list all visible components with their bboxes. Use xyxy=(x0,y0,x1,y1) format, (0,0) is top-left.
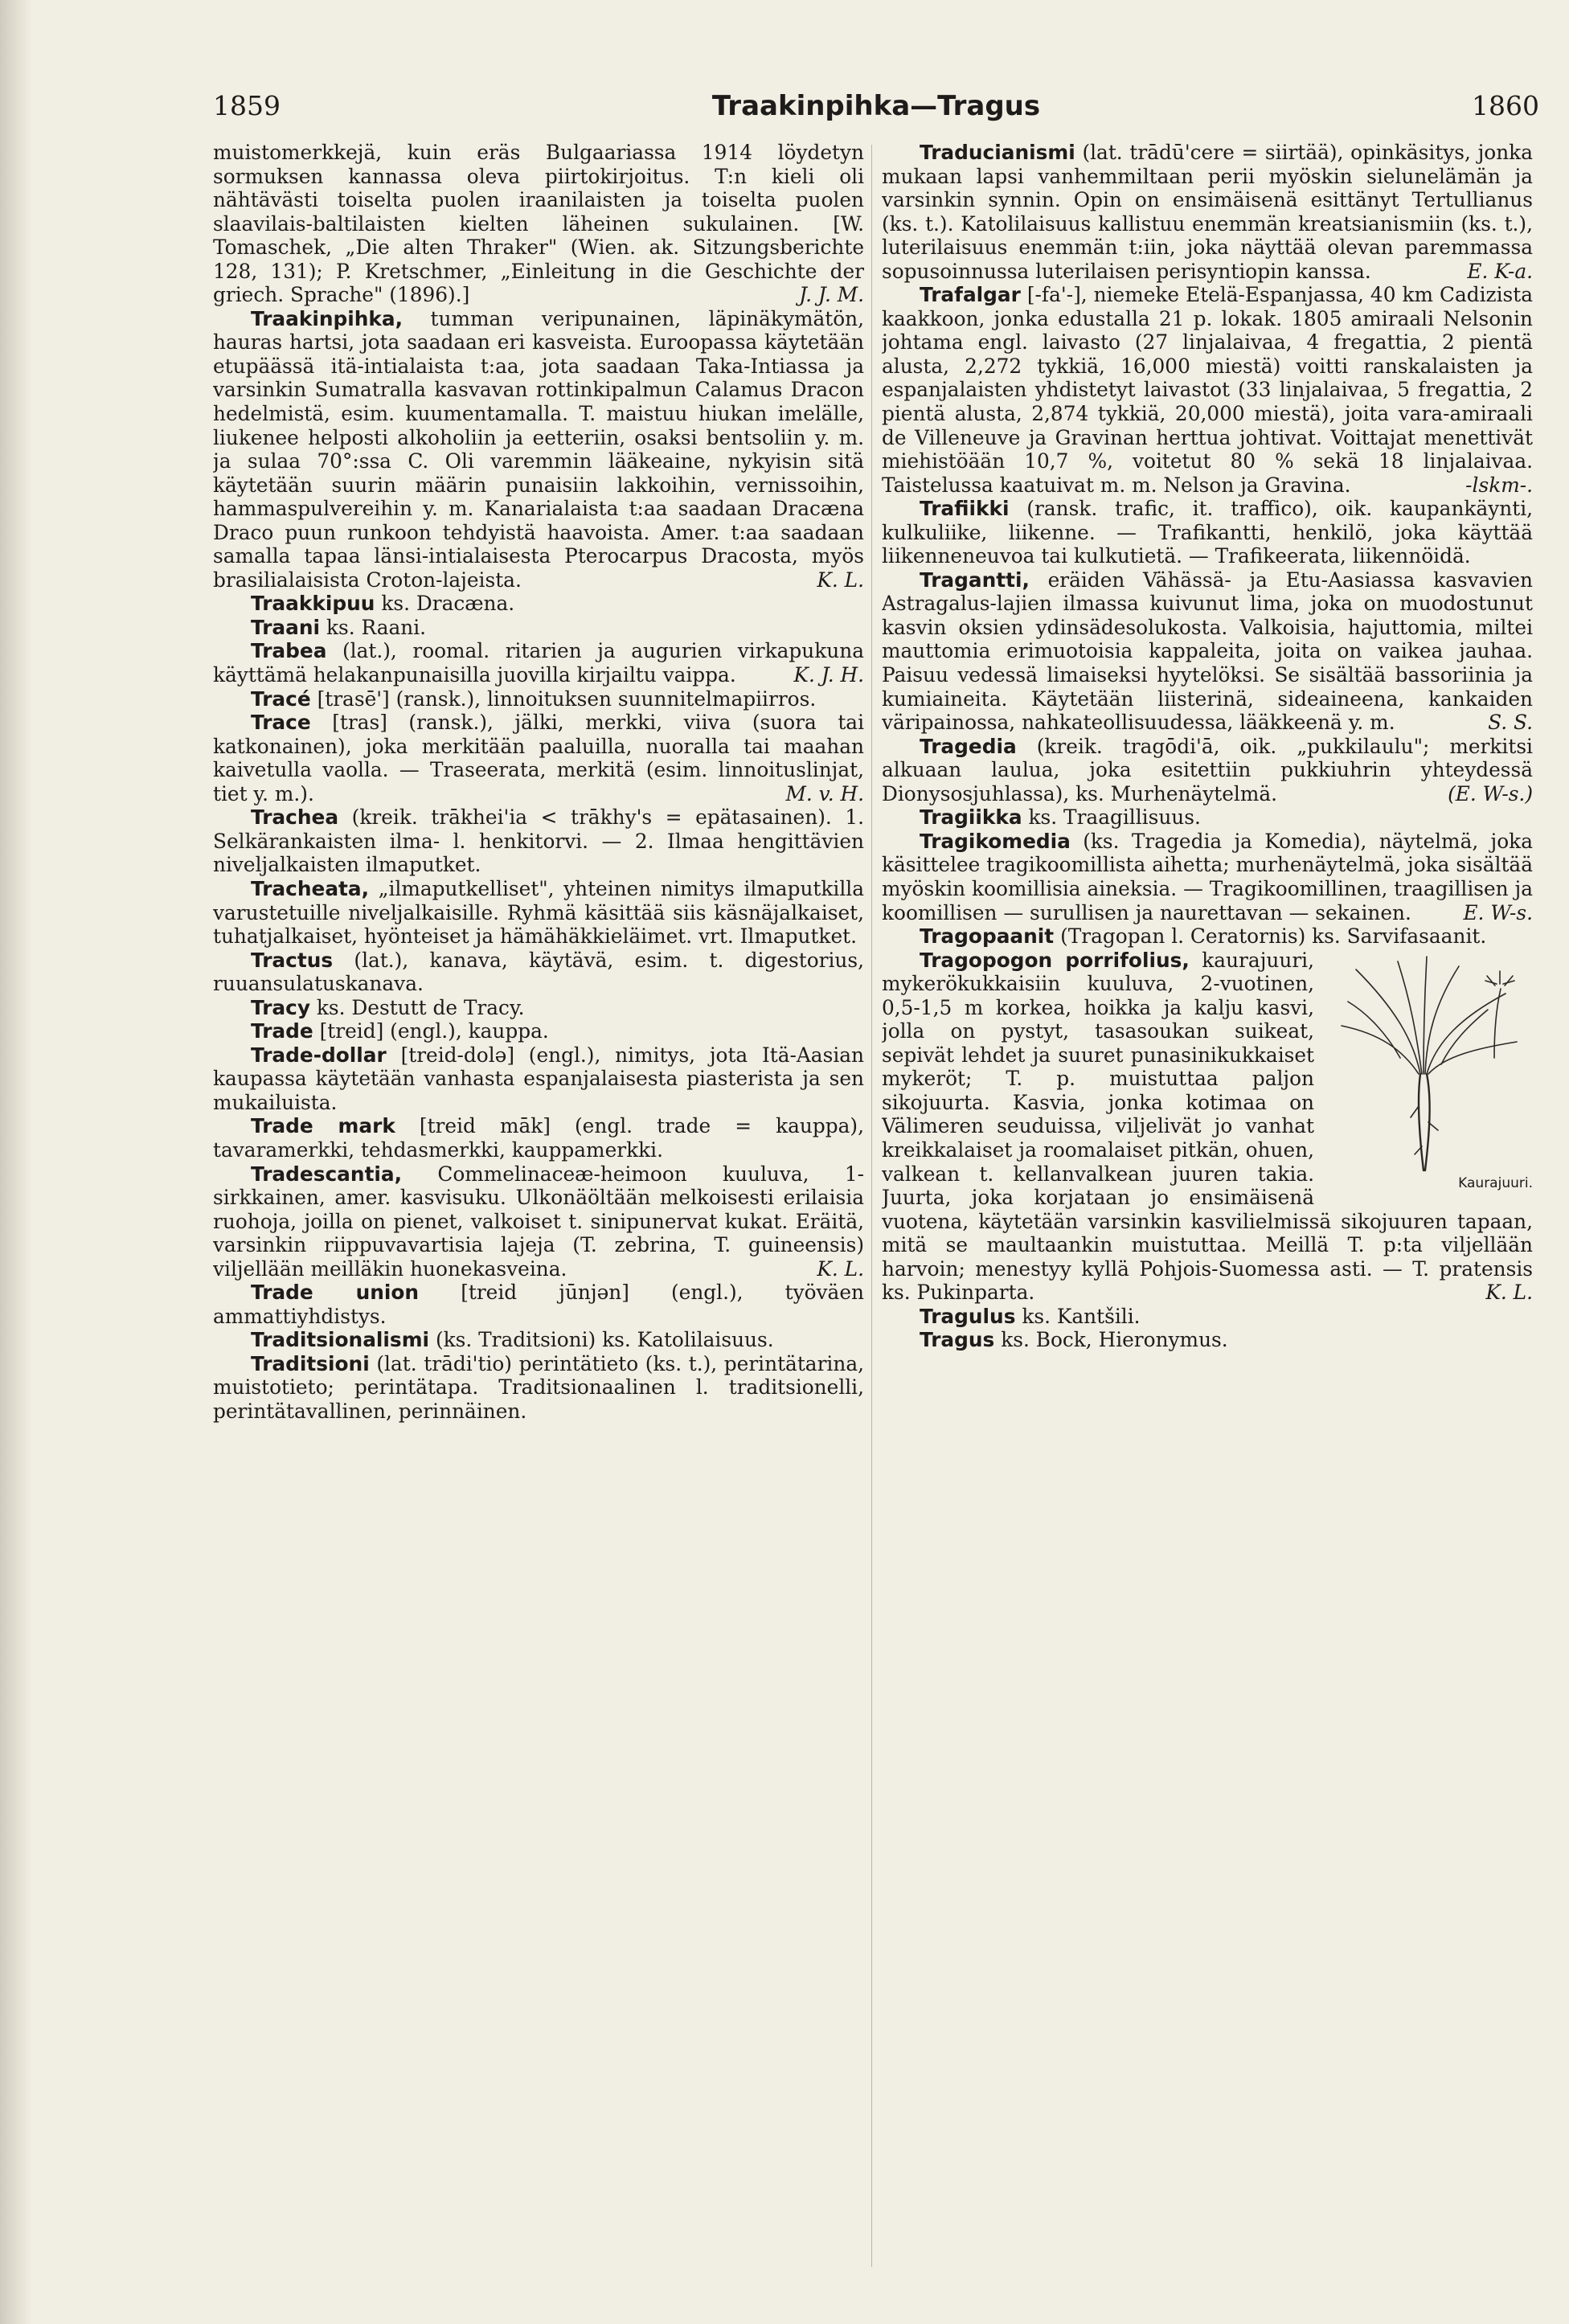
page-number-left: 1859 xyxy=(213,90,281,121)
dictionary-entry xyxy=(882,805,1533,830)
entry-text: (ks. Tragedia ja Komedia), näytelmä, joka käsittelee tragikoomillista aihetta; murhenäytelmä, joka sisältää myöskin koomillisia aineksia. — Tragikoomillinen, traagillisen ja koomillisen — surullisen ja naurettavan — sekainen. xyxy=(882,829,1533,924)
page-number-right: 1860 xyxy=(1472,90,1539,121)
entry-text: kaurajuuri, mykerökukkaisiin kuuluva, 2-vuotinen, 0,5-1,5 m korkea, hoikka ja kalju kasvi, jolla on pystyt, tasasoukan suikeat, sepivät lehdet ja suuret punasinikukkaiset mykeröt; T. p. muistuttaa paljon sikojuurta. Kasvia, jonka kotimaa on Välimeren seuduissa, viljelivät jo vanhat kreikkalaiset ja roomalaiset pitkän, ohuen, valkean t. kellanvalkean juuren takia. Juurta, joka korjataan jo ensimäisenä vuotena, käytetään varsinkin kasvilielmissä sikojuuren tapaan, mitä se maultaankin muistuttaa. Meillä T. p:ta viljellään harvoin; menestyy kyllä Pohjois-Suomessa asti. — T. pratensis ks. Pukinparta. xyxy=(882,948,1533,1305)
entry-text: „ilmaputkelliset", yhteinen nimitys ilmaputkilla varustetuille niveljalkaisille. Ryhmä käsittää siis käsnäjalkaiset, tuhatjalkaiset, hyönteiset ja hämähäkkieläimet. vrt. Ilmaputket. xyxy=(213,876,864,949)
entry-text: ks. Traagillisuus. xyxy=(1028,805,1201,830)
entry-headword: Tradescantia, xyxy=(251,1162,403,1186)
dictionary-entry xyxy=(213,996,864,1020)
dictionary-entry xyxy=(213,639,864,687)
entry-headword: Trabea xyxy=(251,639,327,663)
entry-text: (lat.), roomal. ritarien ja augurien virkapukuna käyttämä helakanpunaisilla juovilla kirjailtu vaippa. xyxy=(213,639,864,687)
right-column xyxy=(882,141,1533,2279)
author-signature: J. J. M. xyxy=(799,283,864,307)
entry-text: ks. Dracæna. xyxy=(381,592,515,616)
entry-headword: Trade mark xyxy=(251,1114,395,1138)
entry-headword: Trade union xyxy=(251,1281,420,1305)
dictionary-entry xyxy=(213,1162,864,1281)
entry-headword: Tragantti, xyxy=(920,568,1030,592)
entry-headword: Trafiikki xyxy=(920,497,1010,521)
entry-headword: Tragiikka xyxy=(920,805,1022,830)
author-signature: M. v. H. xyxy=(785,781,864,805)
dictionary-entry xyxy=(213,687,864,711)
dictionary-entry xyxy=(213,949,864,996)
entry-headword: Trade-dollar xyxy=(251,1043,387,1067)
dictionary-entry xyxy=(882,924,1533,949)
entry-text: tumman veripunainen, läpinäkymätön, hauras hartsi, jota saadaan eri kasveista. Euroopassa käytetään etupäässä itä-intialaista t:aa, jota saadaan Taka-Intiassa ja varsinkin Sumatralla kasvavan rottinkipalmun Calamus Dracon hedelmistä, esim. kuumentamalla. T. maistuu hiukan imelälle, liukenee helposti alkoholiin ja eetteriin, osaksi bentsoliin y. m. ja sulaa 70°:ssa C. Oli varemmin lääkeaine, nykyisin sitä käytetään suurin määrin punaisiin lakkoihin, vernissoihin, hammaspulvereihin y. m. Kanarialaista t:aa saadaan Dracæna Draco puun runkoon tehdyistä haavoista. Amer. t:aa saadaan samalla tapaa länsi-intialaisesta Pterocarpus Dracosta, myös brasilialaisista Croton-lajeista. xyxy=(213,306,864,592)
entry-text: eräiden Vähässä- ja Etu-Aasiassa kasvavien Astragalus-lajien ilmassa kuivunut lima, joka on muodostunut kasvin oksien ydinsädesolukosta. Valkoisia, hajuttomia, miltei mauttomia erimuotoisia kappaleita, joita on vaikea jauhaa. Paisuu vedessä limaiseksi hyytelöksi. Se sisältää bassoriinia ja kumiaineita. Käytetään liisterinä, sideaineena, kankaiden väripainossa, nahkateollisuudessa, lääkkeenä y. m. xyxy=(882,568,1533,735)
entry-headword: Traditsionalismi xyxy=(251,1328,430,1352)
dictionary-entry xyxy=(213,616,864,640)
dictionary-entry xyxy=(882,1305,1533,1329)
entry-text: muistomerkkejä, kuin eräs Bulgaariassa 1914 löydetyn sormuksen kannassa oleva piirtokirjoitus. T:n kieli oli nähtävästi toiselta puolen iraanilaisten ja toiselta puolen slaavilais-baltilaisten kielten läheinen sukulainen. [W. Tomaschek, „Die alten Thraker" (Wien. ak. Sitzungsberichte 128, 131); P. Kretschmer, „Einleitung in die Geschichte der griech. Sprache" (1896).] xyxy=(213,141,864,307)
entry-text: [tras] (ransk.), jälki, merkki, viiva (suora tai katkonainen), joka merkitään paaluilla, nuoralla tai maahan kaivetulla vaolla. — Traseerata, merkitä (esim. linnoituslinjat, tiet y. m.). xyxy=(213,711,864,805)
dictionary-entry xyxy=(213,141,864,307)
entry-text: (kreik. trākhei'ia < trākhy's = epätasainen). 1. Selkärankaisten ilma- l. henkitorvi. — 2. Ilmaa hengittävien niveljalkaisten ilmaputket. xyxy=(213,805,864,877)
dictionary-entry xyxy=(213,592,864,616)
dictionary-entry xyxy=(213,1114,864,1162)
running-title: Traakinpihka—Tragus xyxy=(711,90,1041,122)
entry-headword: Tractus xyxy=(251,948,334,972)
dictionary-entry xyxy=(213,805,864,877)
entry-headword: Traducianismi xyxy=(920,141,1075,164)
entry-text: Commelinaceæ-heimoon kuuluva, 1-sirkkainen, amer. kasvisuku. Ulkonäöltään melkoisesti erilaisia ruohoja, joilla on pienet, valkoiset t. sinipunervat kukat. Eräitä, varsinkin riippuvavartisia lajeja (T. zebrina, T. guineensis) viljellään meilläkin huonekasveina. xyxy=(213,1162,864,1281)
dictionary-entry xyxy=(882,735,1533,806)
dictionary-entry xyxy=(213,1352,864,1424)
entry-text: (lat. trādi'tio) perintätieto (ks. t.), perintätarina, muistotieto; perintätapa. Traditsionaalinen l. traditsionelli, perintätavallinen, perinnäinen. xyxy=(213,1351,864,1423)
entry-text: (ks. Traditsioni) ks. Katolilaisuus. xyxy=(435,1328,774,1352)
entry-text: ks. Raani. xyxy=(326,615,427,639)
author-signature: S. S. xyxy=(1488,711,1533,735)
author-signature: E. W-s. xyxy=(1463,900,1533,924)
entry-text: (lat. trādū'cere = siirtää), opinkäsitys, jonka mukaan lapsi vanhemmiltaan perii myöskin sielunelämän ja varsinkin synnin. Opin on ensimäisenä esittänyt Tertullianus (ks. t.). Katolilaisuus kallistuu enemmän kreatsianismiin (ks. t.), luterilaisuus enemmän t:iin, joka näyttää olevan paremmassa sopusoinnussa luterilaisen perisyntiopin kanssa. xyxy=(882,141,1533,283)
figure-caption: Kaurajuuri. xyxy=(1458,1174,1533,1191)
dictionary-entry xyxy=(882,497,1533,568)
entry-headword: Traakinpihka, xyxy=(251,306,404,330)
dictionary-entry xyxy=(213,1043,864,1115)
author-signature: K. L. xyxy=(817,1256,864,1281)
entry-headword: Tracé xyxy=(251,687,311,711)
entry-headword: Tragopaanit xyxy=(920,924,1055,949)
entry-headword: Trace xyxy=(251,711,311,735)
entry-headword: Trade xyxy=(251,1019,313,1043)
dictionary-entry xyxy=(213,1328,864,1352)
entry-text: [-fa'-], niemeke Etelä-Espanjassa, 40 km Cadizista kaakkoon, jonka edustalla 21 p. lokak. 1805 amiraali Nelsonin johtama engl. laivasto (27 linjalaivaa, 4 fregattia, 2 pientä alusta, 2,272 tykkiä, 16,000 miestä) voitti ranskalaisten ja espanjalaisten yhdistetyt laivastot (33 linjalaivaa, 5 fregattia, 2 pientä alusta, 2,874 tykkiä, 20,000 miestä), joita vara-amiraali de Villeneuve ja Gravinan herttua johtivat. Voittajat menettivät miehistöään 10,7 %, voitetut 80 % sekä 18 linjalaivaa. Taistelussa kaatuivat m. m. Nelson ja Gravina. xyxy=(882,283,1533,497)
dictionary-entry xyxy=(882,830,1533,924)
entry-text: [trasē'] (ransk.), linnoituksen suunnitelmapiirros. xyxy=(317,687,817,711)
entry-headword: Trafalgar xyxy=(920,283,1021,307)
author-signature: E. K-a. xyxy=(1467,259,1533,283)
entry-headword: Tracy xyxy=(251,995,311,1019)
author-signature: K. J. H. xyxy=(793,663,864,687)
left-column xyxy=(213,141,864,2279)
entry-headword: Traditsioni xyxy=(251,1351,370,1375)
entry-text: ks. Kantšili. xyxy=(1022,1304,1141,1328)
entry-text: [treid jūnjən] (engl.), työväen ammattiyhdistys. xyxy=(213,1281,864,1328)
column-divider xyxy=(871,145,872,2267)
entry-text: (ransk. trafic, it. traffico), oik. kaupankäynti, kulkuliike, liikenne. — Trafikantti, henkilö, joka käyttää liikenneneuvoa tai kulkutietä. — Trafikeerata, liikennöidä. xyxy=(882,497,1533,568)
entry-text: (lat.), kanava, käytävä, esim. t. digestorius, ruuansulatuskanava. xyxy=(213,948,864,996)
entry-headword: Tragikomedia xyxy=(920,829,1071,853)
entry-text: (kreik. tragōdi'ā, oik. „pukkilaulu"; merkitsi alkuaan laulua, joka esitettiin pukkiuhrin yhteydessä Dionysosjuhlassa), ks. Murhenäytelmä. xyxy=(882,734,1533,805)
entry-headword: Tragulus xyxy=(920,1304,1016,1328)
dictionary-entry xyxy=(882,1328,1533,1352)
author-signature: -lskm-. xyxy=(1465,473,1533,497)
dictionary-entry xyxy=(213,1281,864,1328)
author-signature: K. L. xyxy=(1485,1281,1533,1305)
kaurajuuri-plant-icon xyxy=(1324,953,1533,1175)
dictionary-entry xyxy=(213,877,864,949)
dictionary-entry xyxy=(882,141,1533,283)
dictionary-entry xyxy=(882,283,1533,497)
dictionary-entry xyxy=(213,1019,864,1043)
dictionary-entry xyxy=(882,568,1533,735)
entry-text: [treid] (engl.), kauppa. xyxy=(319,1019,549,1043)
author-signature: K. L. xyxy=(817,568,864,592)
dictionary-entry xyxy=(213,307,864,592)
entry-text: ks. Bock, Hieronymus. xyxy=(1001,1328,1228,1352)
entry-headword: Tragopogon porrifolius, xyxy=(920,948,1190,972)
plant-figure xyxy=(1324,953,1533,1195)
entry-text: [treid māk] (engl. trade = kauppa), tavaramerkki, tehdasmerkki, kauppamerkki. xyxy=(213,1114,864,1162)
binding-shadow xyxy=(0,0,32,2324)
entry-headword: Tracheata, xyxy=(251,876,370,900)
entry-headword: Tragus xyxy=(920,1328,995,1352)
entry-headword: Trachea xyxy=(251,805,339,830)
entry-text: [treid-dolə] (engl.), nimitys, jota Itä-Aasian kaupassa käytetään vanhasta espanjalaisesta piasterista ja sen mukailuista. xyxy=(213,1043,864,1114)
page-header xyxy=(213,90,1539,130)
author-signature: (E. W-s.) xyxy=(1448,781,1533,805)
entry-headword: Tragedia xyxy=(920,734,1017,758)
dictionary-entry xyxy=(882,949,1533,1305)
entry-headword: Traani xyxy=(251,615,321,639)
entry-text: (Tragopan l. Ceratornis) ks. Sarvifasaanit. xyxy=(1060,924,1487,949)
entry-text: ks. Destutt de Tracy. xyxy=(316,995,525,1019)
entry-headword: Traakkipuu xyxy=(251,592,375,616)
dictionary-entry xyxy=(213,711,864,805)
